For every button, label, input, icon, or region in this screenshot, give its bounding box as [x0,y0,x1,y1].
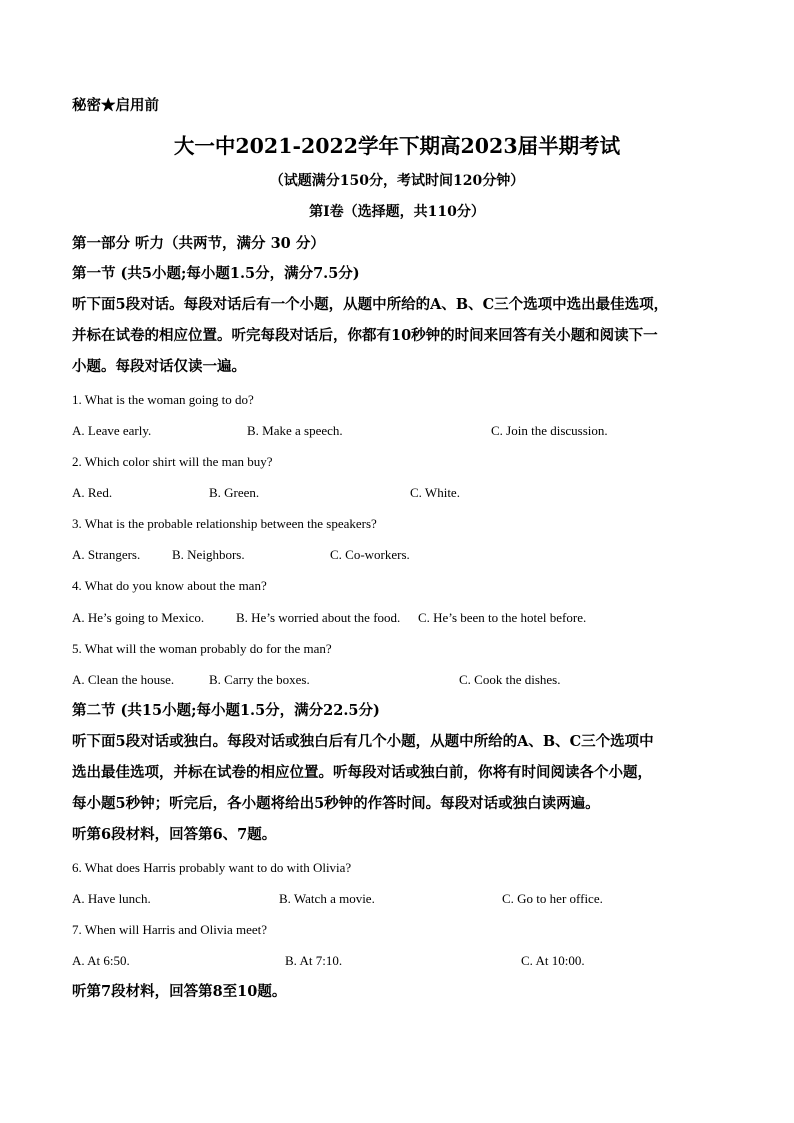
confidential-label: 秘密★启用前 [72,97,159,114]
question-stem: 1. What is the woman going to do? [72,392,254,407]
question-option: A. Clean the house. [72,672,175,687]
question-option: B. Make a speech. [247,423,343,438]
question-stem: 4. What do you know about the man? [72,578,267,593]
question-option: C. At 10:00. [521,953,585,968]
section1-instruction-line: 听下面5段对话。每段对话后有一个小题，从题中所给的A、B、C三个选项中选出最佳选项， [72,296,669,313]
question-option: B. At 7:10. [285,953,343,968]
question-option: B. Watch a movie. [279,891,375,906]
question-option: A. Leave early. [72,423,152,438]
question-option: C. Join the discussion. [491,423,608,438]
question-stem: 3. What is the probable relationship between the speakers? [72,516,377,531]
section1-heading: 第一节 (共5小题;每小题1.5分，满分7.5分) [72,265,360,282]
section2-instruction-line: 选出最佳选项，并标在试卷的相应位置。听每段对话或独白前，你将有时间阅读各个小题， [72,764,652,781]
question-option: C. Co-workers. [330,547,410,562]
question-stem: 5. What will the woman probably do for the man? [72,641,332,656]
question-option: C. White. [410,485,460,500]
section2-instruction-line: 听下面5段对话或独白。每段对话或独白后有几个小题，从题中所给的A、B、C三个选项中 [72,733,654,750]
section2-instruction-line: 每小题5秒钟；听完后，各小题将给出5秒钟的作答时间。每段对话或独白读两遍。 [72,795,600,812]
question-stem: 6. What does Harris probably want to do with Olivia? [72,860,352,875]
question-option: C. Cook the dishes. [459,672,561,687]
question-option: C. He’s been to the hotel before. [418,610,587,625]
material-7-heading: 听第7段材料，回答第8至10题。 [72,983,287,1000]
volume-heading: 第Ⅰ卷（选择题，共110分） [309,204,485,220]
question-option: B. Green. [209,485,260,500]
question-option: B. He’s worried about the food. [236,610,401,625]
question-option: A. At 6:50. [72,953,130,968]
question-option: A. Have lunch. [72,891,151,906]
question-stem: 7. When will Harris and Olivia meet? [72,922,268,937]
question-option: C. Go to her office. [502,891,603,906]
question-option: B. Neighbors. [172,547,245,562]
exam-title: 大一中2021-2022学年下期高2023届半期考试 [173,134,621,158]
question-option: A. He’s going to Mexico. [72,610,205,625]
section2-heading: 第二节 (共15小题;每小题1.5分，满分22.5分) [72,702,380,719]
section1-instruction-line: 并标在试卷的相应位置。听完每段对话后，你都有10秒钟的时间来回答有关小题和阅读下一 [72,327,658,344]
exam-subtitle: （试题满分150分，考试时间120分钟） [269,173,525,189]
section1-instruction-line: 小题。每段对话仅读一遍。 [72,358,246,375]
question-option: B. Carry the boxes. [209,672,310,687]
question-stem: 2. Which color shirt will the man buy? [72,454,273,469]
question-option: A. Red. [72,485,113,500]
question-option: A. Strangers. [72,547,141,562]
part1-heading: 第一部分 听力（共两节，满分 30 分） [72,235,325,252]
material-6-heading: 听第6段材料，回答第6、7题。 [72,826,277,843]
